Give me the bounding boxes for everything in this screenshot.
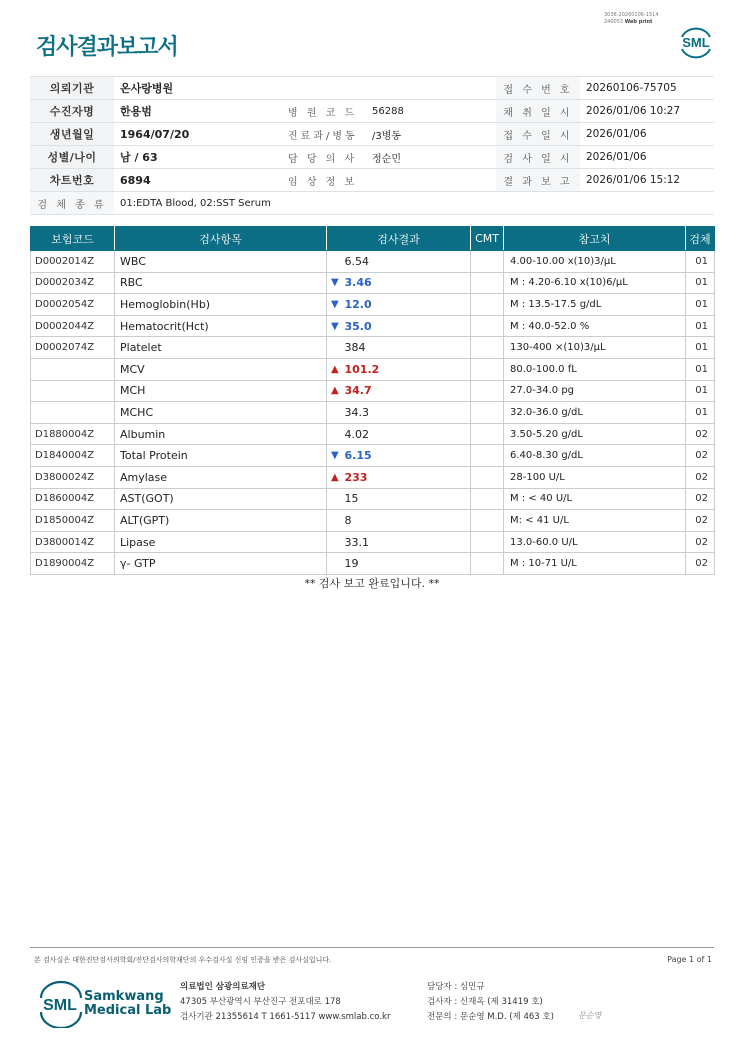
flag-cell (327, 337, 339, 359)
info-value: 6894 (114, 169, 284, 192)
info-label: 진료과/병동 (284, 123, 366, 146)
test-name: Total Protein (115, 445, 327, 467)
flag-cell (327, 402, 339, 424)
test-result: 6.54 (339, 251, 471, 273)
flag-cell (327, 358, 339, 380)
test-name: γ- GTP (115, 553, 327, 575)
info-row (30, 169, 714, 192)
reference-range: 3.50-5.20 g/dL (504, 423, 686, 445)
info-label: 채 취 일 시 (496, 100, 580, 123)
test-result: 19 (339, 553, 471, 575)
comment-cell (471, 272, 504, 294)
test-name: Hematocrit(Hct) (115, 315, 327, 337)
specimen-code: 01 (686, 272, 715, 294)
org-name: 의료법인 삼광의료재단 (180, 982, 266, 992)
info-label: 접 수 일 시 (496, 123, 580, 146)
info-value: 한용범 (114, 100, 284, 123)
info-label: 차트번호 (30, 169, 114, 192)
reference-range: 27.0-34.0 pg (504, 380, 686, 402)
insurance-code: D0002054Z (31, 294, 115, 316)
logo-text: SML (682, 35, 710, 50)
insurance-code (31, 402, 115, 424)
test-name: MCHC (115, 402, 327, 424)
insurance-code: D0002034Z (31, 272, 115, 294)
insurance-code: D3800024Z (31, 466, 115, 488)
page-title: 검사결과보고서 (36, 35, 178, 60)
comment-cell (471, 402, 504, 424)
info-value: 온사랑병원 (114, 77, 284, 100)
specimen-code: 02 (686, 531, 715, 553)
specimen-code: 02 (686, 466, 715, 488)
web-print-label: Web print (624, 19, 653, 25)
reference-range: M : 4.20-6.10 x(10)6/μL (504, 272, 686, 294)
comment-cell (471, 358, 504, 380)
report-code-number: 240053 (604, 19, 624, 25)
flag-cell (327, 423, 339, 445)
reference-range: M : 40.0-52.0 % (504, 315, 686, 337)
test-result: 233 (339, 466, 471, 488)
result-row (31, 466, 715, 488)
low-flag-icon: ▼ (331, 298, 339, 310)
test-result: 35.0 (339, 315, 471, 337)
result-row (31, 380, 715, 402)
insurance-code: D1860004Z (31, 488, 115, 510)
reference-range: 4.00-10.00 x(10)3/μL (504, 251, 686, 273)
comment-cell (471, 380, 504, 402)
info-value: 2026/01/06 10:27 (580, 100, 714, 123)
test-result: 34.7 (339, 380, 471, 402)
result-row (31, 337, 715, 359)
org-contact: 검사기관 21355614 T 1661-5117 www.smlab.co.kr (180, 1012, 391, 1022)
high-flag-icon: ▲ (331, 363, 339, 375)
test-name: Hemoglobin(Hb) (115, 294, 327, 316)
info-row (30, 77, 714, 100)
specimen-code: 01 (686, 294, 715, 316)
test-result: 33.1 (339, 531, 471, 553)
footer-divider (30, 947, 714, 948)
certification-note: 본 검사실은 대한진단검사의학회/진단검사의학재단의 우수검사실 신임 인증을 받은 검사실입니다. (34, 956, 332, 964)
result-row (31, 553, 715, 575)
low-flag-icon: ▼ (331, 277, 339, 289)
flag-cell (327, 466, 339, 488)
reference-range: M : < 40 U/L (504, 488, 686, 510)
result-row (31, 358, 715, 380)
comment-cell (471, 553, 504, 575)
staff-info (427, 980, 554, 1025)
info-label: 성별/나이 (30, 146, 114, 169)
result-row (31, 531, 715, 553)
insurance-code (31, 380, 115, 402)
specimen-row (30, 192, 714, 215)
insurance-code: D1890004Z (31, 553, 115, 575)
specimen-code: 01 (686, 358, 715, 380)
test-name: MCH (115, 380, 327, 402)
flag-cell (327, 510, 339, 532)
specimen-code: 02 (686, 423, 715, 445)
page-number: Page 1 of 1 (667, 955, 712, 964)
comment-cell (471, 531, 504, 553)
info-label: 결 과 보 고 (496, 169, 580, 192)
brand-line2: Medical Lab (84, 1003, 172, 1018)
test-result: 15 (339, 488, 471, 510)
header-specimen: 검체 (686, 227, 715, 251)
header-item: 검사항목 (115, 227, 327, 251)
info-label: 수진자명 (30, 100, 114, 123)
specimen-code: 02 (686, 445, 715, 467)
test-name: AST(GOT) (115, 488, 327, 510)
test-name: WBC (115, 251, 327, 273)
specimen-code: 02 (686, 510, 715, 532)
info-label: 의뢰기관 (30, 77, 114, 100)
result-row (31, 272, 715, 294)
info-row (30, 100, 714, 123)
flag-cell (327, 272, 339, 294)
test-name: Lipase (115, 531, 327, 553)
results-header-row (31, 227, 715, 251)
test-result: 4.02 (339, 423, 471, 445)
specimen-value: 01:EDTA Blood, 02:SST Serum (114, 192, 714, 215)
info-value: /3병동 (366, 123, 496, 146)
info-label: 검 사 일 시 (496, 146, 580, 169)
results-table (30, 226, 715, 575)
patient-info-table (30, 76, 714, 215)
test-name: MCV (115, 358, 327, 380)
flag-cell (327, 380, 339, 402)
info-value (366, 169, 496, 192)
brand-line1: Samkwang (84, 989, 164, 1004)
test-name: ALT(GPT) (115, 510, 327, 532)
specimen-label: 검 체 종 류 (30, 192, 114, 215)
insurance-code (31, 358, 115, 380)
insurance-code: D1850004Z (31, 510, 115, 532)
brand-name (84, 990, 171, 1018)
specialist-signature: 문순영 (578, 1011, 602, 1020)
test-name: Platelet (115, 337, 327, 359)
insurance-code: D0002074Z (31, 337, 115, 359)
result-row (31, 402, 715, 424)
organization-info (180, 980, 390, 1025)
test-result: 8 (339, 510, 471, 532)
test-result: 384 (339, 337, 471, 359)
result-row (31, 445, 715, 467)
info-label (284, 77, 366, 100)
footer-logo-text: SML (43, 997, 77, 1014)
insurance-code: D1840004Z (31, 445, 115, 467)
flag-cell (327, 315, 339, 337)
comment-cell (471, 315, 504, 337)
info-value (366, 77, 496, 100)
reference-range: 32.0-36.0 g/dL (504, 402, 686, 424)
flag-cell (327, 445, 339, 467)
specimen-code: 02 (686, 488, 715, 510)
flag-cell (327, 294, 339, 316)
header-result: 검사결과 (327, 227, 471, 251)
reference-range: 130-400 ×(10)3/μL (504, 337, 686, 359)
staff-tester: 검사자 : 신재옥 (제 31419 호) (427, 997, 543, 1007)
comment-cell (471, 510, 504, 532)
reference-range: M : 13.5-17.5 g/dL (504, 294, 686, 316)
sml-footer-logo (36, 980, 86, 1028)
info-label: 병 원 코 드 (284, 100, 366, 123)
insurance-code: D1880004Z (31, 423, 115, 445)
info-label: 담 당 의 사 (284, 146, 366, 169)
header-code: 보험코드 (31, 227, 115, 251)
reference-range: 6.40-8.30 g/dL (504, 445, 686, 467)
report-complete-note: ** 검사 보고 완료입니다. ** (304, 577, 440, 590)
specimen-code: 01 (686, 251, 715, 273)
test-result: 6.15 (339, 445, 471, 467)
header-cmt: CMT (471, 227, 504, 251)
result-row (31, 510, 715, 532)
report-code-line1: 3038-20260106-1514 (604, 12, 659, 18)
test-result: 34.3 (339, 402, 471, 424)
reference-range: 28-100 U/L (504, 466, 686, 488)
info-value: 20260106-75705 (580, 77, 714, 100)
result-row (31, 488, 715, 510)
test-result: 12.0 (339, 294, 471, 316)
insurance-code: D0002044Z (31, 315, 115, 337)
test-result: 3.46 (339, 272, 471, 294)
info-value: 1964/07/20 (114, 123, 284, 146)
flag-cell (327, 488, 339, 510)
info-value: 2026/01/06 (580, 146, 714, 169)
staff-manager: 담당자 : 심민규 (427, 982, 485, 992)
header-reference: 참고치 (504, 227, 686, 251)
info-label: 생년월일 (30, 123, 114, 146)
info-value: 2026/01/06 15:12 (580, 169, 714, 192)
high-flag-icon: ▲ (331, 471, 339, 483)
result-row (31, 294, 715, 316)
comment-cell (471, 294, 504, 316)
flag-cell (327, 251, 339, 273)
reference-range: M : 10-71 U/L (504, 553, 686, 575)
test-result: 101.2 (339, 358, 471, 380)
low-flag-icon: ▼ (331, 320, 339, 332)
comment-cell (471, 445, 504, 467)
sml-logo (676, 22, 716, 62)
specimen-code: 02 (686, 553, 715, 575)
comment-cell (471, 488, 504, 510)
low-flag-icon: ▼ (331, 450, 339, 462)
info-value: 정순민 (366, 146, 496, 169)
comment-cell (471, 423, 504, 445)
specimen-code: 01 (686, 380, 715, 402)
result-row (31, 423, 715, 445)
staff-specialist: 전문의 : 문순영 M.D. (제 463 호) (427, 1012, 554, 1022)
info-value: 2026/01/06 (580, 123, 714, 146)
info-row (30, 146, 714, 169)
comment-cell (471, 337, 504, 359)
comment-cell (471, 251, 504, 273)
result-row (31, 251, 715, 273)
org-address: 47305 부산광역시 부산진구 전포대로 178 (180, 997, 341, 1007)
reference-range: 13.0-60.0 U/L (504, 531, 686, 553)
info-label: 임 상 정 보 (284, 169, 366, 192)
flag-cell (327, 553, 339, 575)
flag-cell (327, 531, 339, 553)
test-name: Albumin (115, 423, 327, 445)
specimen-code: 01 (686, 402, 715, 424)
comment-cell (471, 466, 504, 488)
test-name: Amylase (115, 466, 327, 488)
specimen-code: 01 (686, 315, 715, 337)
reference-range: 80.0-100.0 fL (504, 358, 686, 380)
test-name: RBC (115, 272, 327, 294)
specimen-code: 01 (686, 337, 715, 359)
insurance-code: D0002014Z (31, 251, 115, 273)
reference-range: M: < 41 U/L (504, 510, 686, 532)
info-row (30, 123, 714, 146)
result-row (31, 315, 715, 337)
info-value: 56288 (366, 100, 496, 123)
high-flag-icon: ▲ (331, 385, 339, 397)
info-value: 남 / 63 (114, 146, 284, 169)
info-label: 접 수 번 호 (496, 77, 580, 100)
insurance-code: D3800014Z (31, 531, 115, 553)
